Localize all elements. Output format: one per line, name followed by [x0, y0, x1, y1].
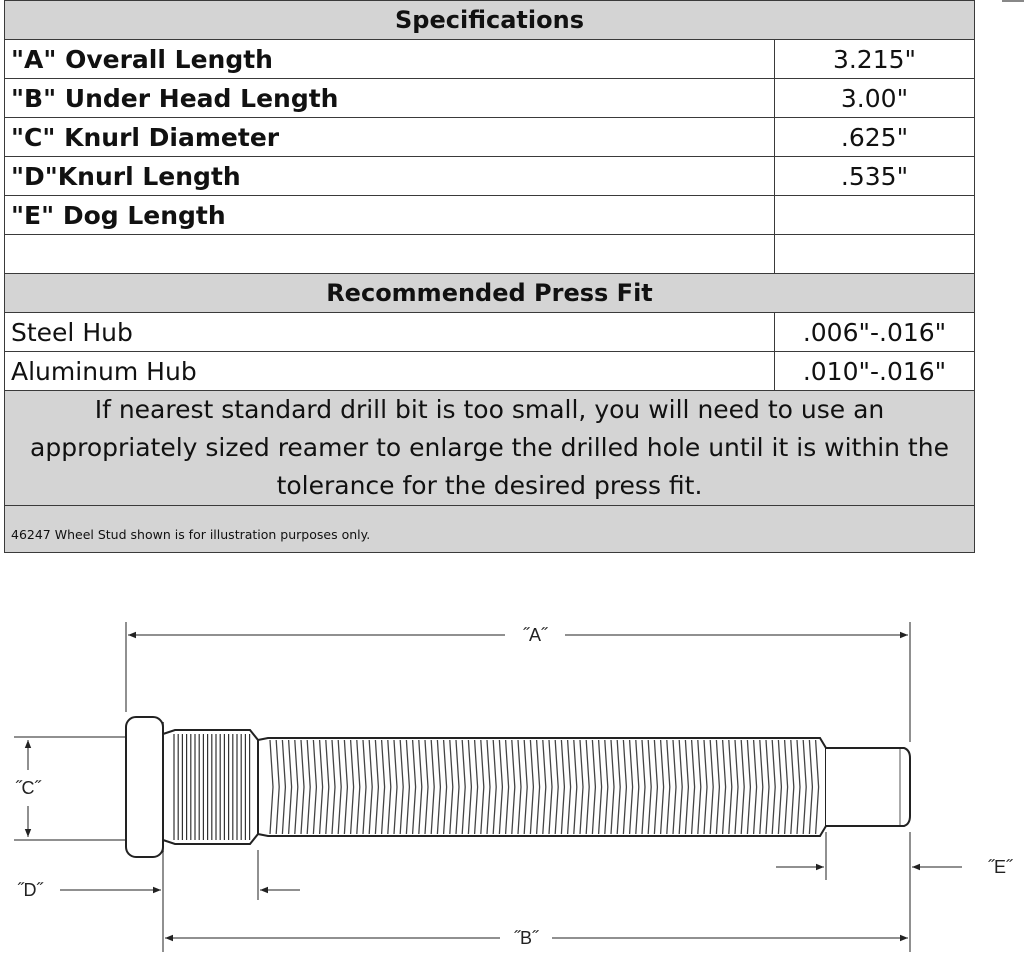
dimension-d-label: ˝D˝: [17, 880, 43, 900]
press-fit-label: Aluminum Hub: [5, 352, 775, 391]
spec-row-e: [5, 196, 975, 235]
stud-threads: [258, 738, 826, 836]
press-fit-value: .006"-.016": [775, 313, 975, 352]
spec-label: "B" Under Head Length: [5, 79, 775, 118]
spec-value: [775, 235, 975, 274]
spec-row-d: [5, 157, 975, 196]
spec-row-a: [5, 40, 975, 79]
note-text: [5, 391, 975, 506]
specifications-header: Specifications: [5, 1, 975, 40]
dimension-b: [165, 928, 908, 948]
note-line: tolerance for the desired press fit.: [276, 471, 703, 500]
dimension-a-label: ˝A˝: [523, 625, 547, 645]
stud-knurl: [163, 730, 258, 844]
spec-label: "A" Overall Length: [5, 40, 775, 79]
dimension-a: [128, 625, 908, 645]
dimension-b-label: ˝B˝: [514, 928, 538, 948]
spec-label: [5, 235, 775, 274]
spec-value: [775, 196, 975, 235]
spec-row-c: [5, 118, 975, 157]
dimension-e-label: ˝E˝: [988, 857, 1012, 877]
note-line: If nearest standard drill bit is too small, you will need to use an: [94, 395, 885, 424]
note-row: [5, 391, 975, 506]
specifications-table: [4, 0, 975, 553]
wheel-stud-diagram: [0, 600, 1024, 967]
press-fit-label: Steel Hub: [5, 313, 775, 352]
dimension-e: [776, 857, 1013, 877]
spec-row-empty: [5, 235, 975, 274]
spec-label: "C" Knurl Diameter: [5, 118, 775, 157]
press-fit-header-row: [5, 274, 975, 313]
specifications-header-row: [5, 1, 975, 40]
stud-head: [126, 717, 163, 857]
press-fit-row-steel: [5, 313, 975, 352]
spec-value: 3.00": [775, 79, 975, 118]
footnote-text: 46247 Wheel Stud shown is for illustration purposes only.: [5, 506, 975, 553]
stud-dog-point: [826, 748, 910, 826]
spec-value: 3.215": [775, 40, 975, 79]
spec-label: "D"Knurl Length: [5, 157, 775, 196]
press-fit-row-aluminum: [5, 352, 975, 391]
dimension-c-label: ˝C˝: [15, 778, 41, 798]
footnote-row: [5, 506, 975, 553]
edge-line: [1002, 0, 1024, 2]
note-line: appropriately sized reamer to enlarge the drilled hole until it is within the: [30, 433, 949, 462]
dimension-c: [16, 740, 42, 837]
spec-value: .625": [775, 118, 975, 157]
spec-label: "E" Dog Length: [5, 196, 775, 235]
spec-row-b: [5, 79, 975, 118]
press-fit-value: .010"-.016": [775, 352, 975, 391]
press-fit-header: Recommended Press Fit: [5, 274, 975, 313]
spec-value: .535": [775, 157, 975, 196]
